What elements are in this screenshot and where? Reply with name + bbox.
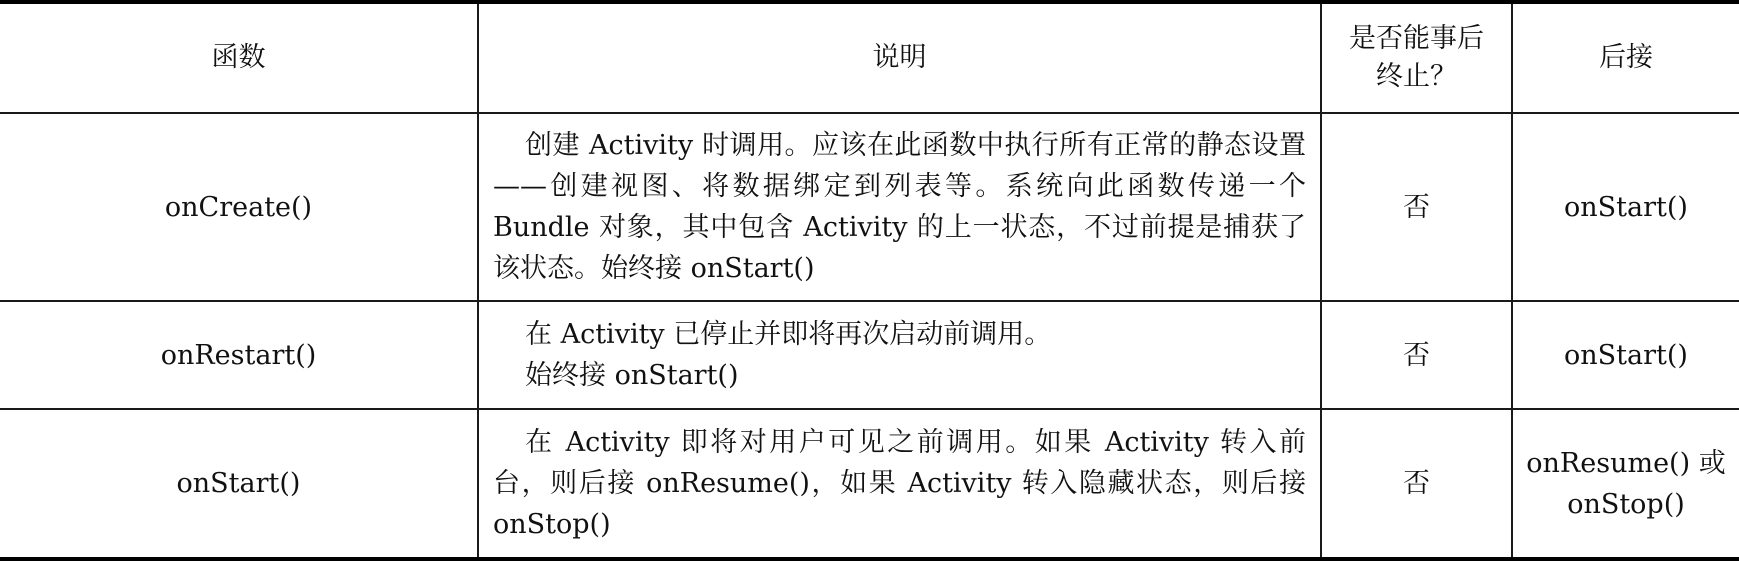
cell-next: onStart() [1512,113,1739,301]
cell-description [478,409,1321,559]
header-killable-line2: 终止？ [1376,61,1457,92]
table-header-row [0,2,1739,113]
cell-description [478,301,1321,409]
description-line1: 在 Activity 已停止并即将再次启动前调用。 [525,319,1052,350]
table-row [0,409,1739,559]
cell-function: onStart() [0,409,478,559]
cell-function: onCreate() [0,113,478,301]
table-row [0,301,1739,409]
header-killable [1321,2,1512,113]
cell-killable: 否 [1321,113,1512,301]
cell-description [478,113,1321,301]
next-line2: onStop() [1567,488,1685,520]
description-text: 在 Activity 即将对用户可见之前调用。如果 Activity 转入前台，则后接 onResume()，如果 Activity 转入隐藏状态，则后接 onStop() [493,427,1306,540]
description-line2: 始终接 onStart() [525,360,739,391]
table-row [0,113,1739,301]
cell-next: onStart() [1512,301,1739,409]
header-killable-line1: 是否能事后 [1349,23,1484,54]
cell-killable: 否 [1321,409,1512,559]
cell-next [1512,409,1739,559]
cell-function: onRestart() [0,301,478,409]
cell-killable: 否 [1321,301,1512,409]
header-description: 说明 [478,2,1321,113]
header-next: 后接 [1512,2,1739,113]
next-line1: onResume() 或 [1526,447,1726,479]
header-function: 函数 [0,2,478,113]
description-text: 创建 Activity 时调用。应该在此函数中执行所有正常的静态设置——创建视图、将数据绑定到列表等。系统向此函数传递一个 Bundle 对象，其中包含 Activity 的上一状态，不过前提是捕获了该状态。始终接 onStart() [493,130,1306,284]
